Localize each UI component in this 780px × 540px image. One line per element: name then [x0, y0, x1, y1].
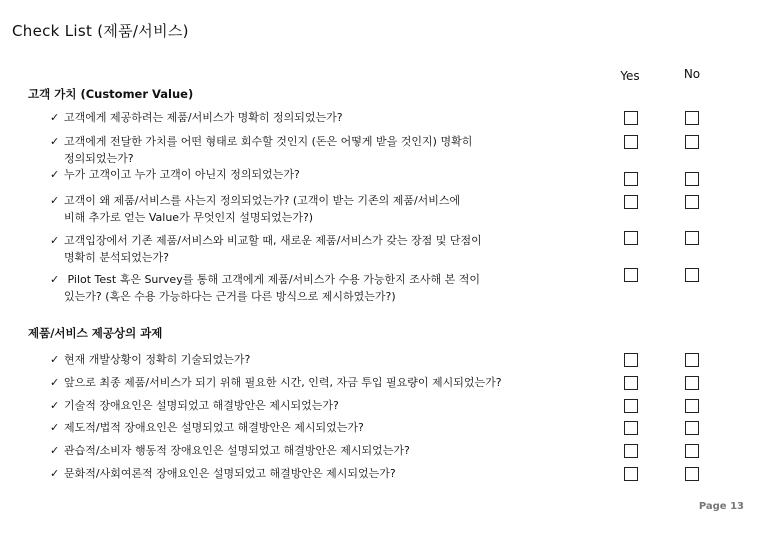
yes-checkbox[interactable]: [624, 444, 638, 458]
item-text: 앞으로 최종 제품/서비스가 되기 위해 필요한 시간, 인력, 자금 투입 필요량이 제시되었는가?: [64, 376, 502, 389]
item-text: Pilot Test 혹은 Survey를 통해 고객에게 제품/서비스가 수용 가능한지 조사해 본 적이: [64, 273, 481, 286]
no-checkbox[interactable]: [685, 444, 699, 458]
checkmark-icon: ✓: [50, 376, 60, 389]
checklist-item: [50, 397, 339, 414]
yes-checkbox[interactable]: [624, 399, 638, 413]
item-text: 고객입장에서 기존 제품/서비스와 비교할 때, 새로운 제품/서비스가 갖는 장점 및 단점이: [64, 234, 482, 247]
item-text: 고객이 왜 제품/서비스를 사는지 정의되었는가? (고객이 받는 기존의 제품/서비스에: [64, 194, 461, 207]
checkmark-icon: ✓: [50, 273, 60, 286]
no-checkbox[interactable]: [685, 195, 699, 209]
checkmark-icon: ✓: [50, 467, 60, 480]
section-heading-customer-value: 고객 가치 (Customer Value): [28, 87, 194, 101]
yes-checkbox[interactable]: [624, 195, 638, 209]
checkmark-icon: ✓: [50, 421, 60, 434]
item-text: 문화적/사회여론적 장애요인은 설명되었고 해결방안은 제시되었는가?: [64, 467, 396, 480]
checkmark-icon: ✓: [50, 194, 60, 207]
yes-checkbox[interactable]: [624, 111, 638, 125]
no-checkbox[interactable]: [685, 376, 699, 390]
checklist-item: [50, 442, 410, 459]
item-text-continued: 있는가? (혹은 수용 가능하다는 근거를 다른 방식으로 제시하였는가?): [64, 290, 396, 303]
checklist-item: [50, 232, 482, 266]
item-text: 고객에게 전달한 가치를 어떤 형태로 회수할 것인지 (돈은 어떻게 받을 것인지) 명확히: [64, 135, 473, 148]
no-checkbox[interactable]: [685, 231, 699, 245]
yes-checkbox[interactable]: [624, 353, 638, 367]
yes-checkbox[interactable]: [624, 467, 638, 481]
no-checkbox[interactable]: [685, 467, 699, 481]
no-checkbox[interactable]: [685, 353, 699, 367]
checklist-item: [50, 192, 460, 226]
no-checkbox[interactable]: [685, 399, 699, 413]
item-text-continued: 정의되었는가?: [64, 152, 134, 165]
no-checkbox[interactable]: [685, 135, 699, 149]
checkmark-icon: ✓: [50, 444, 60, 457]
checklist-item: [50, 166, 300, 183]
checkmark-icon: ✓: [50, 135, 60, 148]
no-column-header: No: [683, 67, 701, 81]
checklist-item: [50, 374, 502, 391]
item-text: 기술적 장애요인은 설명되었고 해결방안은 제시되었는가?: [64, 399, 339, 412]
no-checkbox[interactable]: [685, 172, 699, 186]
checklist-item: [50, 465, 396, 482]
item-text-continued: 명확히 분석되었는가?: [64, 251, 169, 264]
checkmark-icon: ✓: [50, 111, 60, 124]
checklist-item: [50, 271, 480, 305]
checkmark-icon: ✓: [50, 168, 60, 181]
page-number: Page 13: [698, 501, 744, 512]
checklist-item: [50, 419, 364, 436]
checklist-item: [50, 109, 343, 126]
yes-column-header: Yes: [620, 69, 640, 83]
checkmark-icon: ✓: [50, 399, 60, 412]
item-text: 고객에게 제공하려는 제품/서비스가 명확히 정의되었는가?: [64, 111, 343, 124]
section-heading-delivery-issues: 제품/서비스 제공상의 과제: [28, 326, 163, 340]
checkmark-icon: ✓: [50, 353, 60, 366]
yes-checkbox[interactable]: [624, 135, 638, 149]
yes-checkbox[interactable]: [624, 421, 638, 435]
yes-checkbox[interactable]: [624, 172, 638, 186]
item-text: 누가 고객이고 누가 고객이 아닌지 정의되었는가?: [64, 168, 300, 181]
no-checkbox[interactable]: [685, 111, 699, 125]
yes-checkbox[interactable]: [624, 231, 638, 245]
item-text: 관습적/소비자 행동적 장애요인은 설명되었고 해결방안은 제시되었는가?: [64, 444, 410, 457]
page-title: Check List (제품/서비스): [12, 22, 189, 40]
checklist-item: [50, 133, 472, 167]
item-text: 현재 개발상황이 정확히 기술되었는가?: [64, 353, 251, 366]
item-text-continued: 비해 추가로 얻는 Value가 무엇인지 설명되었는가?): [64, 211, 314, 224]
item-text: 제도적/법적 장애요인은 설명되었고 해결방안은 제시되었는가?: [64, 421, 364, 434]
checkmark-icon: ✓: [50, 234, 60, 247]
checklist-item: [50, 351, 250, 368]
yes-checkbox[interactable]: [624, 268, 638, 282]
no-checkbox[interactable]: [685, 268, 699, 282]
yes-checkbox[interactable]: [624, 376, 638, 390]
no-checkbox[interactable]: [685, 421, 699, 435]
